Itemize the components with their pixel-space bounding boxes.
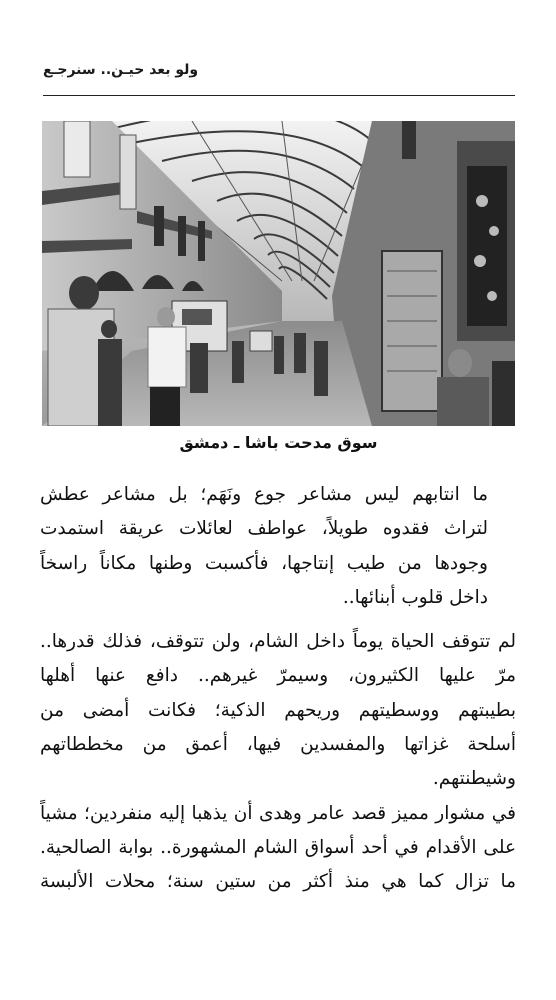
text-line: داخل قلوب أبنائها.. (342, 586, 488, 608)
text-line: ما تزال كما هي منذ أكثر من ستين سنة؛ محلات الألبسة (40, 871, 516, 893)
photo-caption: سوق مدحت باشا ـ دمشق (179, 433, 378, 452)
paragraph (40, 797, 516, 900)
text-line: وجودها من طيب إنتاجها، فأكسبت وطنها مكاناً راسخاً (40, 552, 488, 574)
text-line: مرّ عليها الكثيرون، وسيمرّ غيرهم.. دافع عنها أهلها (40, 665, 516, 687)
text-line: وشيطنتهم. (432, 768, 516, 790)
body-text (40, 478, 516, 900)
paragraph (40, 625, 516, 796)
text-line: لم تتوقف الحياة يوماً داخل الشام، ولن تتوقف، فذلك قدرها.. (40, 631, 516, 653)
text-line: أسلحة غزاتها والمفسدين فيها، أعمق من مخططاتهم (40, 734, 516, 756)
text-line: بطيبتهم ووسطيتهم وريحهم الذكية؛ فكانت أمضى من (40, 699, 516, 721)
text-line: ما انتابهم ليس مشاعر جوع ونَهَم؛ بل مشاعر عطش (40, 484, 488, 505)
text-line: في مشوار مميز قصد عامر وهدى أن يذهبا إليه منفردين؛ مشياً (40, 802, 516, 824)
paragraph (40, 478, 516, 615)
text-line: لتراث فقدوه طويلاً، عواطف لعائلات عريقة استمدت (40, 518, 488, 540)
text-line: على الأقدام في أحد أسواق الشام المشهورة.. بوابة الصالحية. (40, 836, 516, 858)
header-divider (43, 95, 515, 96)
souq-photo (42, 121, 515, 426)
running-header: ولو بعد حيـن.. سنرجـع (43, 62, 199, 78)
